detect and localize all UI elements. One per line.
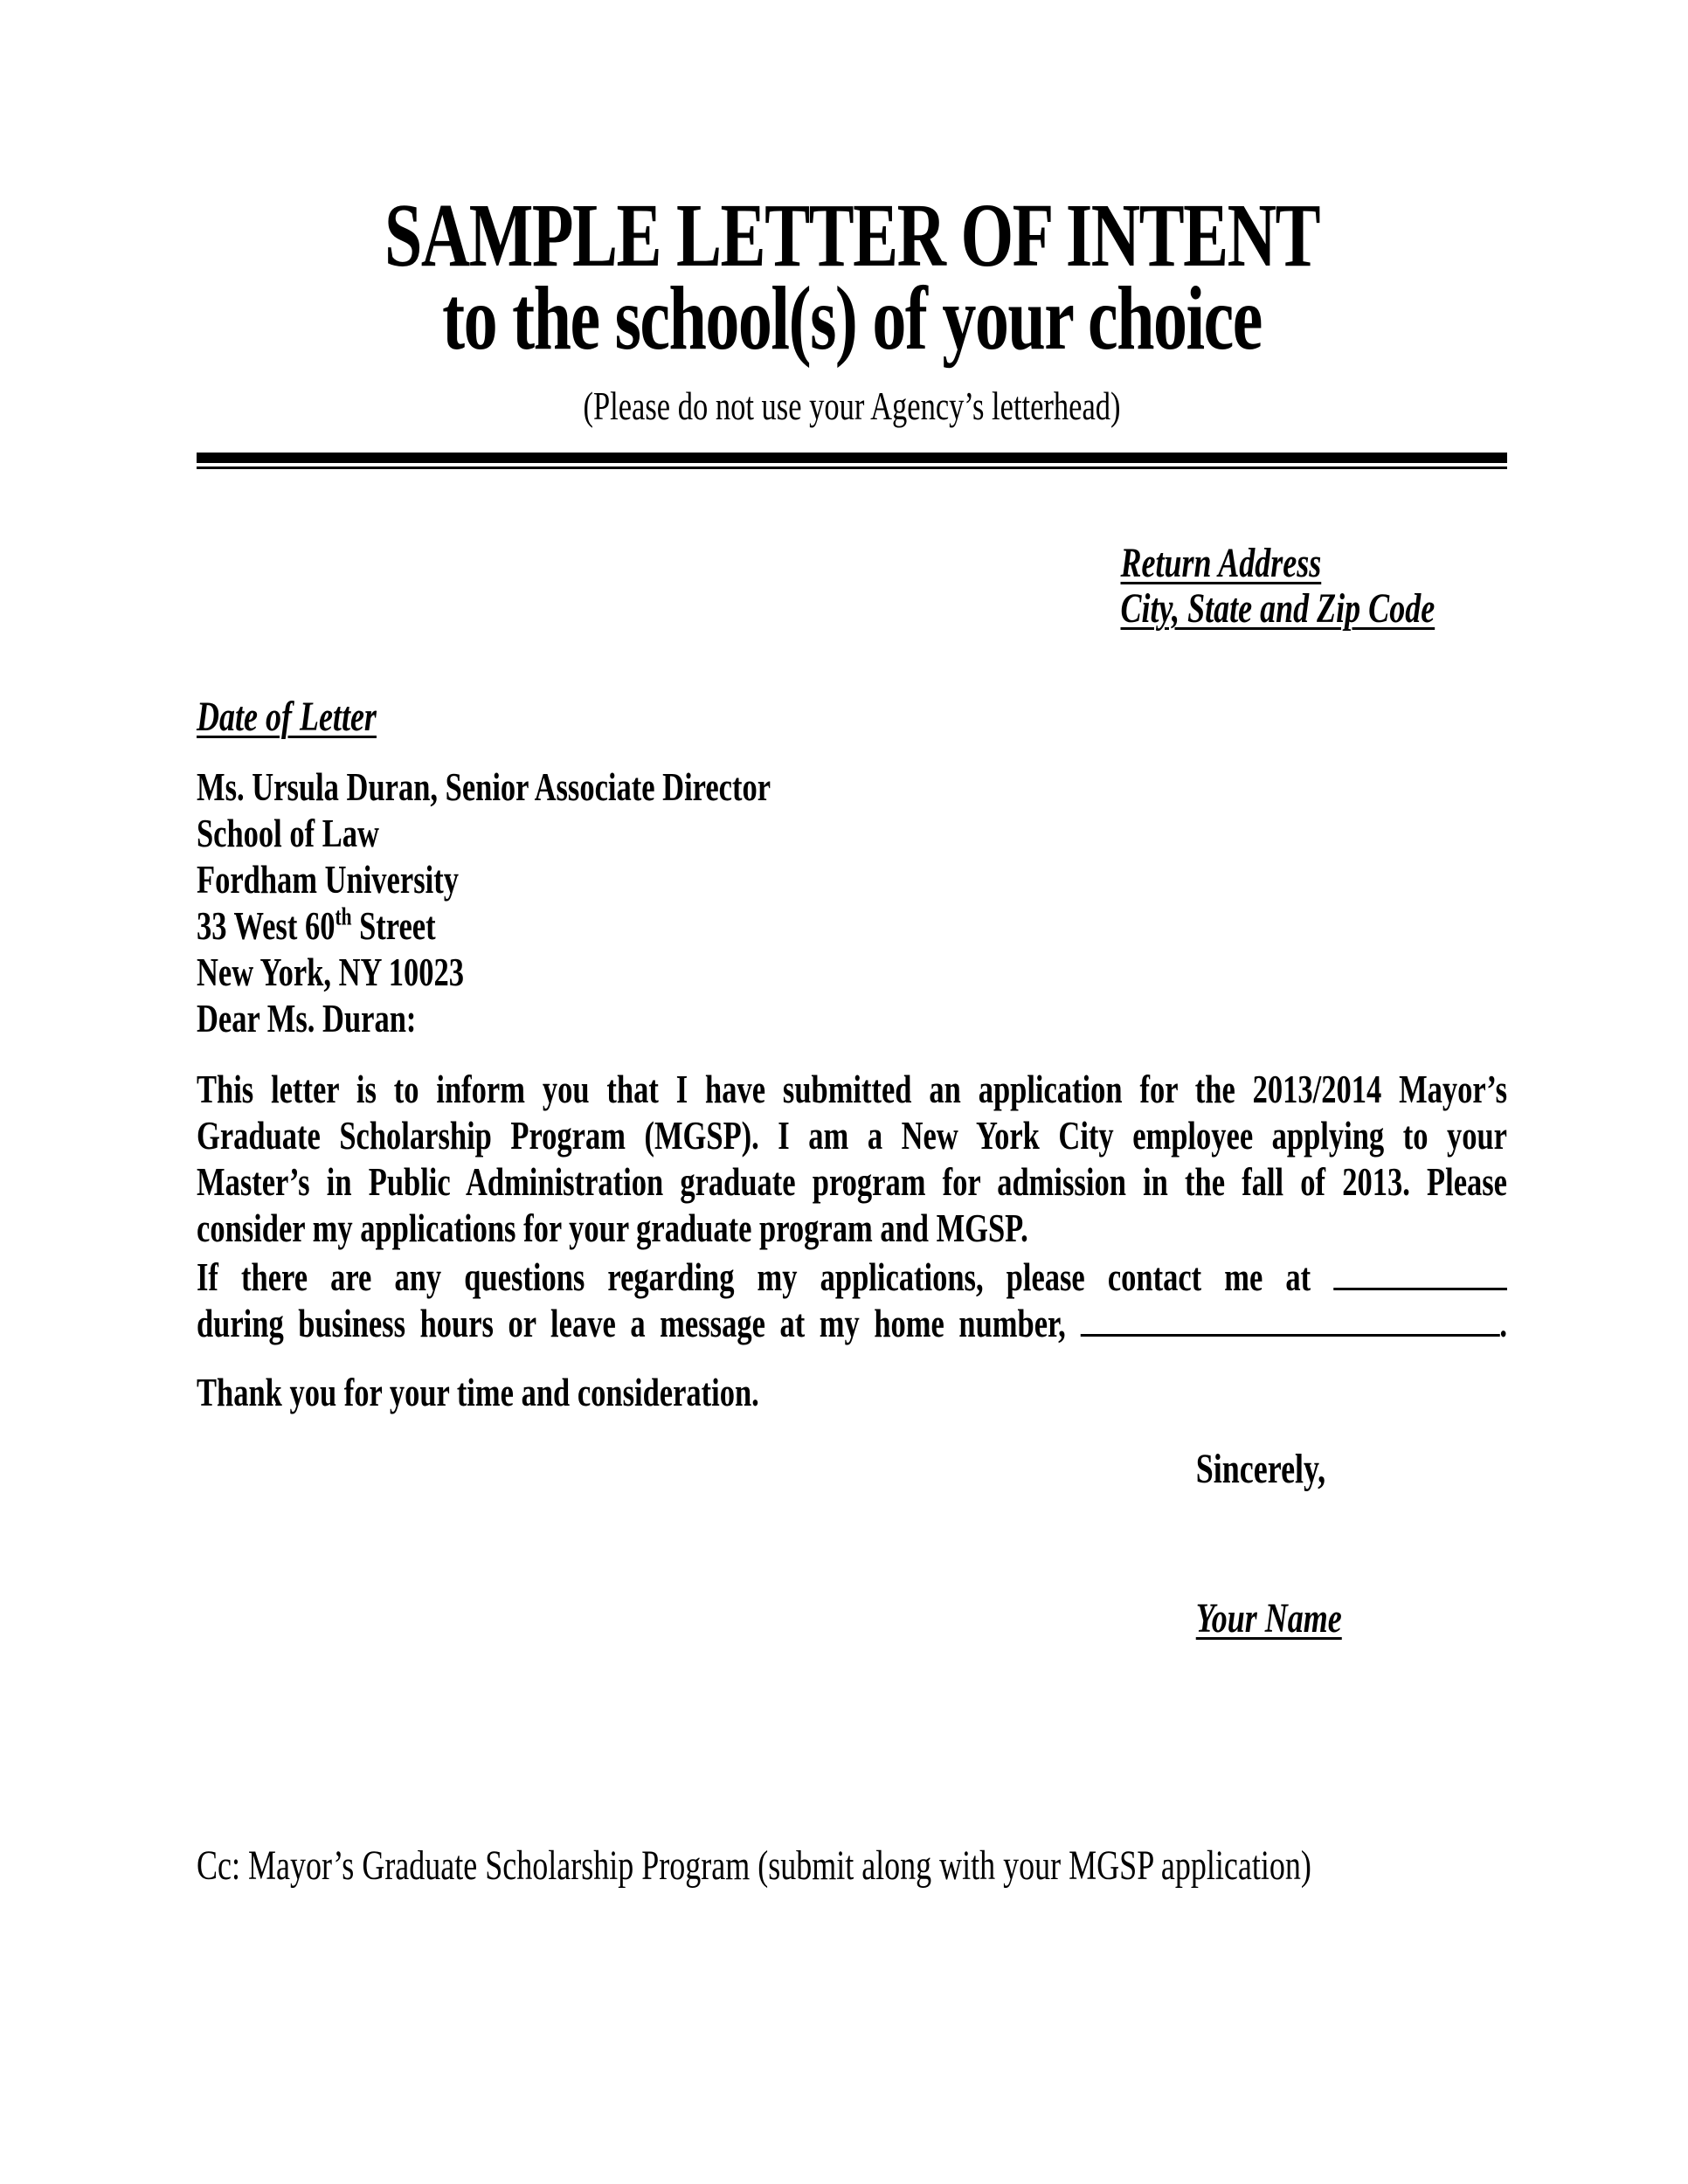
contact-paragraph <box>197 1254 1507 1346</box>
contact-paragraph-line-1 <box>197 1254 1507 1300</box>
cc-line: Cc: Mayor’s Graduate Scholarship Program (submit along with your MGSP application) <box>197 1842 1311 1889</box>
contact-text-after-blank: during business hours or leave a message at my home number, <box>197 1301 1081 1345</box>
contact-closing-period: . <box>1499 1301 1507 1345</box>
street-suffix-text: Street <box>351 903 436 948</box>
return-address-block <box>1121 541 1508 632</box>
letter-content <box>197 185 1507 1889</box>
return-address-line: Return Address <box>1120 540 1322 586</box>
intro-paragraph-line: Graduate Scholarship Program (MGSP). I am a New York City employee applying to your <box>197 1113 1507 1158</box>
contact-paragraph-line-2 <box>197 1300 1507 1346</box>
document-title <box>197 185 1507 369</box>
street-number-text: 33 West 60 <box>197 903 336 948</box>
recipient-street-line <box>197 902 1507 949</box>
intro-paragraph-line: Master’s in Public Administration graduate program for admission in the fall of 2013. Please <box>197 1159 1507 1204</box>
date-of-letter-label: Date of Letter <box>197 694 377 740</box>
recipient-address-block <box>197 764 1507 995</box>
title-line-1: SAMPLE LETTER OF INTENT <box>384 185 1319 286</box>
recipient-city-line: New York, NY 10023 <box>197 950 465 994</box>
signature-placeholder: Your Name <box>1195 1595 1342 1641</box>
intro-paragraph-line: consider my applications for your graduate program and MGSP. <box>197 1206 1028 1250</box>
divider-rule <box>197 453 1507 469</box>
home-number-blank-line <box>1080 1304 1499 1337</box>
recipient-school-line: School of Law <box>197 811 379 855</box>
intro-paragraph <box>197 1066 1507 1251</box>
contact-text-before-blank: If there are any questions regarding my applications, please contact me at <box>197 1254 1334 1299</box>
recipient-name-line: Ms. Ursula Duran, Senior Associate Director <box>197 764 771 809</box>
closing-valediction: Sincerely, <box>1195 1446 1326 1492</box>
street-ordinal-superscript: th <box>335 903 352 931</box>
phone-number-blank-line <box>1333 1258 1507 1290</box>
intro-paragraph-line: This letter is to inform you that I have submitted an application for the 2013/2014 Mayor’s <box>197 1067 1507 1111</box>
recipient-university-line: Fordham University <box>197 857 459 902</box>
return-city-state-zip-line: City, State and Zip Code <box>1120 585 1435 632</box>
thank-you-line: Thank you for your time and consideration. <box>197 1370 759 1414</box>
letterhead-note: (Please do not use your Agency’s letterhead) <box>583 384 1121 428</box>
title-line-2: to the school(s) of your choice <box>442 268 1262 369</box>
salutation-line: Dear Ms. Duran: <box>197 996 417 1040</box>
